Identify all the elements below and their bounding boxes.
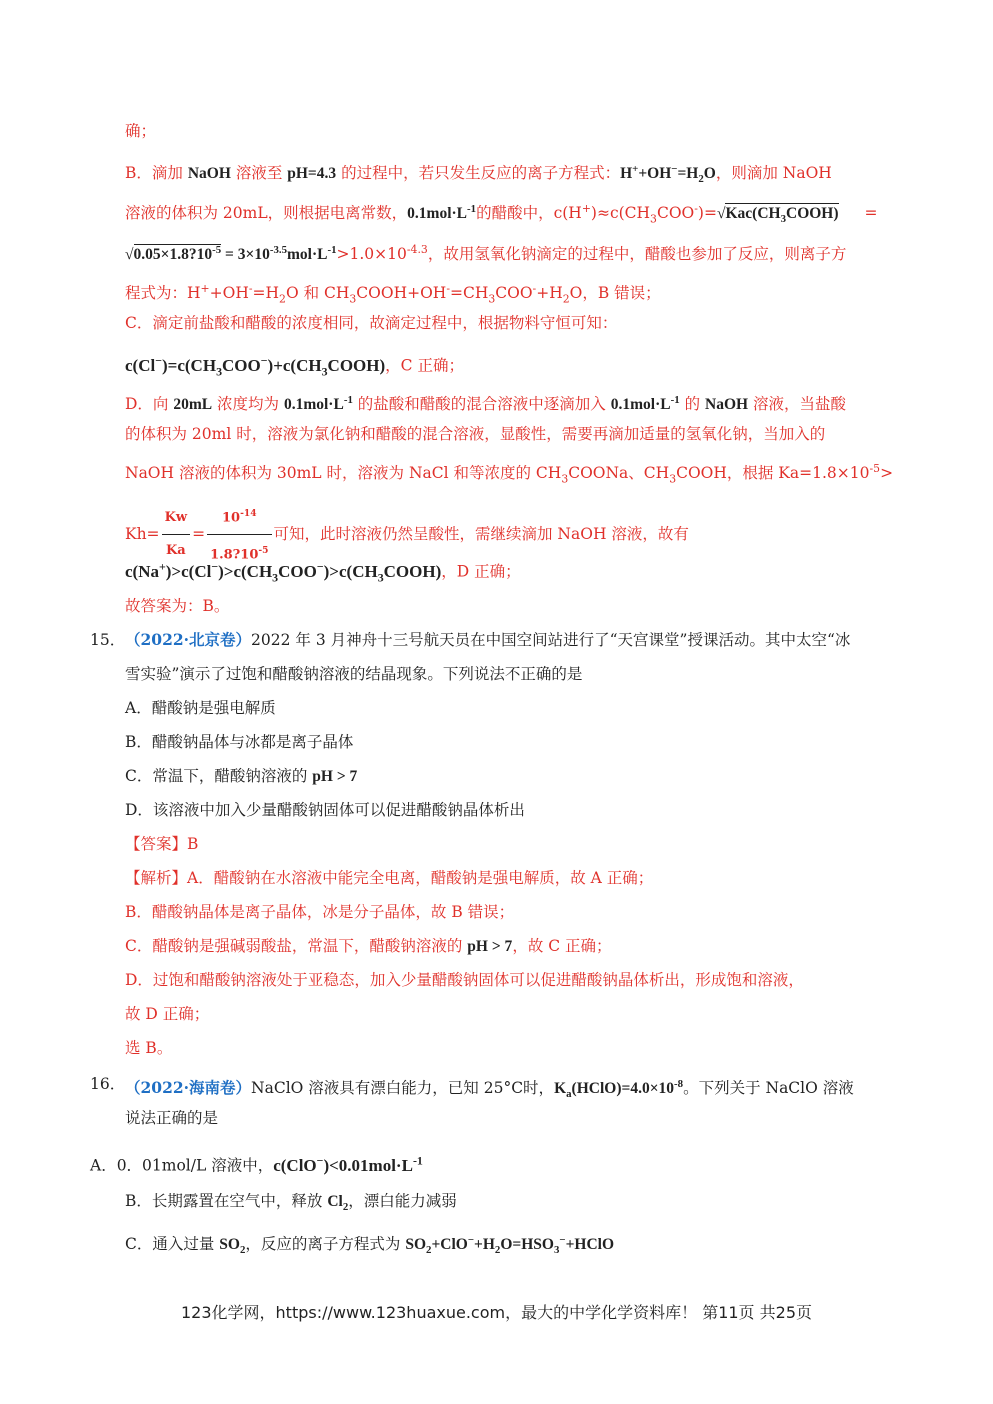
formula-line: $c(Na^+)>c(Cl^-)>c(CH_3COO^-)>c(CH_3COOH)$，D 正确； bbox=[125, 559, 521, 585]
page-footer: 123化学网，https://www.123huaxue.com，最大的中学化学资料库！ 第11页 共25页 bbox=[181, 1303, 812, 1322]
text-line: 程式为：$H^++OH^-=H_2O$ 和 $CH_3COOH+OH^-=CH_3COO^-+H_2O$，B 错误； bbox=[125, 282, 661, 306]
explanation-line: 选 B。 bbox=[125, 1039, 173, 1057]
question-stem: 雪实验”演示了过饱和醋酸钠溶液的结晶现象。下列说法不正确的是 bbox=[125, 665, 583, 683]
question-stem: 说法正确的是 bbox=[125, 1109, 219, 1127]
text-line: 的体积为 20ml 时，溶液为氯化钠和醋酸的混合溶液，显酸性，需要再滴加适量的氢氧化钠，当加入的 bbox=[125, 425, 826, 443]
text-line: 溶液的体积为 20mL，则根据电离常数，$0.1mol\cdot L^{-1}$的醋酸中，$c(H^+)\approx c(CH_3COO^-)=√Kac(CH_3COOH)$ = bbox=[125, 202, 878, 226]
text-line: 故答案为：B。 bbox=[125, 597, 230, 615]
explanation-line: 【解析】A．醋酸钠在水溶液中能完全电离，醋酸钠是强电解质，故 A 正确； bbox=[125, 869, 654, 887]
explanation-line: D．过饱和醋酸钠溶液处于亚稳态，加入少量醋酸钠固体可以促进醋酸钠晶体析出，形成饱和溶液， bbox=[125, 971, 804, 989]
option-a: A．0．01mol/L 溶液中，$c(ClO^-)<0.01mol\cdot L^{-1}$ bbox=[90, 1153, 423, 1175]
text-line: $√0.05\times 1.8?10^{-5} = 3\times 10^{-3.5}mol\cdot L^{-1}>1.0\times 10^{-4.3}$，故用氢氧化钠滴定的过程中，醋酸也参加了反应，则离子方 bbox=[125, 243, 847, 264]
text-line: NaOH 溶液的体积为 30mL 时，溶液为 NaCl 和等浓度的 $CH_3COONa$、$CH_3COOH$，根据 $Ka=1.8\times 10^{-5}>$ bbox=[125, 462, 894, 486]
text-line: B．滴加 NaOH 溶液至 pH=4.3 的过程中，若只发生反应的离子方程式：$H^++OH^-=H_2O$，则滴加 NaOH bbox=[125, 163, 832, 186]
option-c: C．常温下，醋酸钠溶液的 pH > 7 bbox=[125, 767, 358, 785]
text-line: C．滴定前盐酸和醋酸的浓度相同，故滴定过程中，根据物料守恒可知： bbox=[125, 314, 618, 332]
question-number: 16． bbox=[90, 1075, 126, 1093]
explanation-line: 故 D 正确； bbox=[125, 1005, 210, 1023]
explanation-line: B．醋酸钠晶体是离子晶体，冰是分子晶体，故 B 错误； bbox=[125, 903, 515, 921]
formula-line: $c(Cl^-)=c(CH_3COO^-)+c(CH_3COOH)$，C 正确； bbox=[125, 353, 464, 379]
answer: 【答案】B bbox=[125, 835, 199, 853]
option-d: D．该溶液中加入少量醋酸钠固体可以促进醋酸钠晶体析出 bbox=[125, 801, 525, 819]
explanation-line: C．醋酸钠是强碱弱酸盐，常温下，醋酸钠溶液的 pH > 7，故 C 正确； bbox=[125, 937, 612, 955]
option-a: A．醋酸钠是强电解质 bbox=[125, 699, 276, 717]
text-line: 确； bbox=[125, 122, 157, 140]
text-line: D．向 20mL 浓度均为 $0.1mol\cdot L^{-1}$ 的盐酸和醋酸的混合溶液中逐滴加入 $0.1mol\cdot L^{-1}$ 的 NaOH 溶液，当盐酸 bbox=[125, 394, 846, 414]
question-number: 15． bbox=[90, 631, 126, 649]
formula-line: Kh= $\frac{Kw}{Ka}$ = $\frac{10^{-14}}{1.8?10^{-5}}$ 可知，此时溶液仍然呈酸性，需继续滴加 NaOH 溶液，故有 bbox=[125, 498, 689, 572]
option-b: B．长期露置在空气中，释放 $Cl_2$，漂白能力减弱 bbox=[125, 1192, 457, 1214]
question-stem: （2022·北京卷）2022 年 3 月神舟十三号航天员在中国空间站进行了“天宫课堂”授课活动。其中太空“冰 bbox=[125, 630, 851, 649]
option-b: B．醋酸钠晶体与冰都是离子晶体 bbox=[125, 733, 354, 751]
question-stem: （2022·海南卷）NaClO 溶液具有漂白能力，已知 25°C时，$K_a(HClO)=4.0\times 10^{-8}$。下列关于 NaClO 溶液 bbox=[125, 1078, 854, 1101]
option-c: C．通入过量 $SO_2$，反应的离子方程式为 $SO_2+ClO^-+H_2O=HSO_3^-+HClO$ bbox=[125, 1234, 615, 1257]
